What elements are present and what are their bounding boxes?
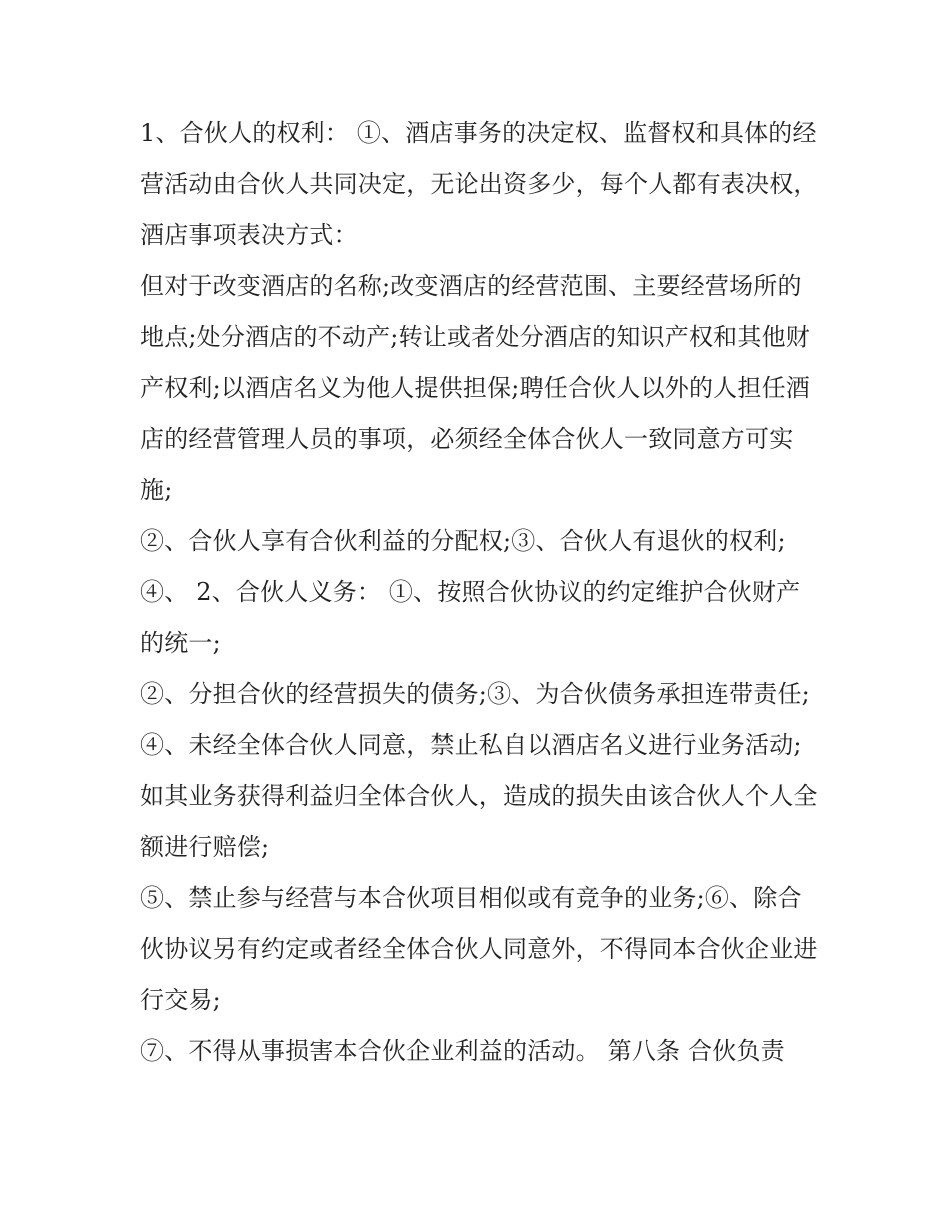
paragraph-debt-liability: ②、分担合伙的经营损失的债务;③、为合伙债务承担连带责任; [140, 680, 810, 708]
paragraph-unanimous-consent: 但对于改变酒店的名称;改变酒店的经营范围、主要经营场所的地点;处分酒店的不动产;转让或者处分酒店的知识产权和其他财产权利;以酒店名义为他人提供担保;聘任合伙人以外的人担任酒店的经营管理人员的事项，必须经全体合伙人一致同意方可实施; [140, 272, 810, 504]
paragraph-partner-rights: 1、合伙人的权利： ①、酒店事务的决定权、监督权和具体的经营活动由合伙人共同决定，无论出资多少，每个人都有表决权，酒店事项表决方式： [140, 119, 818, 249]
paragraph-no-harm: ⑦、不得从事损害本合伙企业利益的活动。 第八条 合伙负责 [140, 1037, 785, 1065]
paragraph-no-private-business: ④、未经全体合伙人同意，禁止私自以酒店名义进行业务活动;如其业务获得利益归全体合伙人，造成的损失由该合伙人个人全额进行赔偿; [140, 731, 818, 861]
paragraph-profit-withdrawal: ②、合伙人享有合伙利益的分配权;③、合伙人有退伙的权利; [140, 527, 786, 555]
document-body [140, 108, 820, 1077]
paragraph-no-competition: ⑤、禁止参与经营与本合伙项目相似或有竞争的业务;⑥、除合伙协议另有约定或者经全体合伙人同意外，不得同本合伙企业进行交易; [140, 884, 818, 1014]
paragraph-partner-duties: ④、 2、合伙人义务： ①、按照合伙协议的约定维护合伙财产的统一; [140, 578, 801, 657]
